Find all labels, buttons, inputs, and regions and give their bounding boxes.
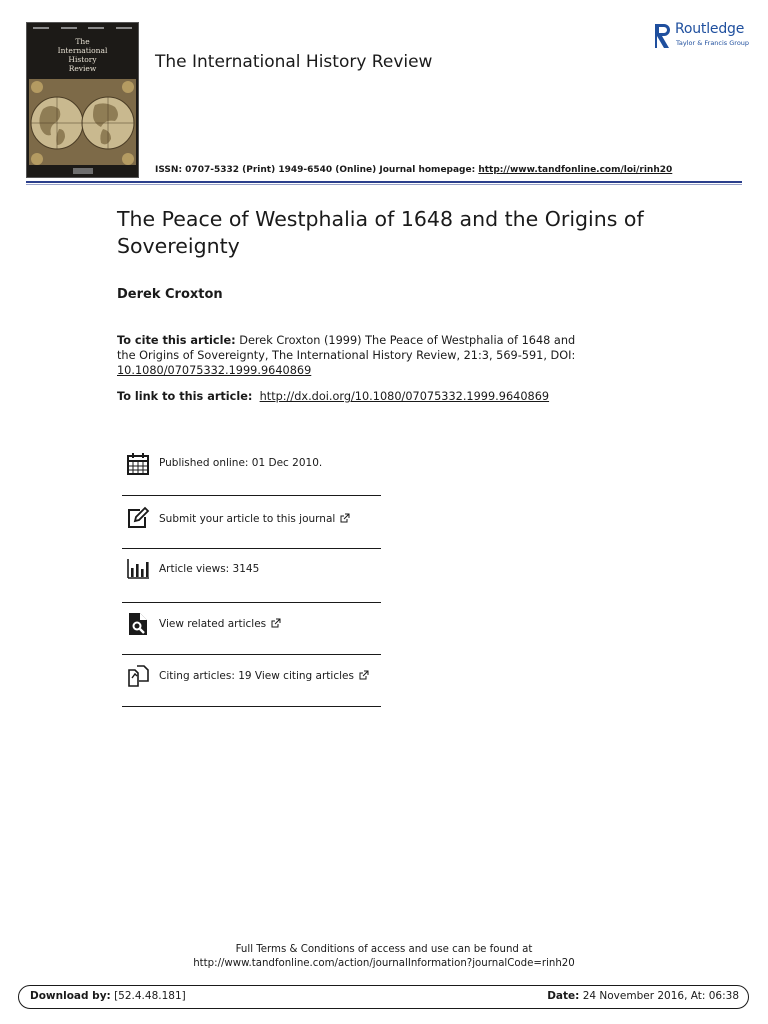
external-link-icon	[359, 670, 369, 680]
article-link-line	[117, 389, 549, 404]
citing-articles-text: Citing articles: 19 View citing articles	[159, 670, 354, 682]
header-divider-thin	[26, 184, 742, 185]
terms-notice	[0, 943, 768, 971]
related-articles-text: View related articles	[159, 618, 267, 630]
download-by	[30, 990, 186, 1002]
bar-chart-icon	[126, 557, 150, 581]
published-online-text: Published online: 01 Dec 2010.	[159, 457, 323, 469]
download-by-label: Download by:	[30, 990, 111, 1002]
terms-line: Full Terms & Conditions of access and use can be found at	[235, 944, 533, 955]
info-divider	[122, 602, 381, 603]
article-title: The Peace of Westphalia of 1648 and the Origins of Sovereignty	[117, 207, 644, 258]
info-divider	[122, 548, 381, 549]
info-divider	[122, 654, 381, 655]
publisher-name: Routledge	[675, 21, 745, 37]
cover-title-line: Review	[68, 64, 97, 73]
cover-top-bar	[33, 27, 132, 32]
link-label: To link to this article:	[117, 390, 253, 403]
journal-homepage-link[interactable]: http://www.tandfonline.com/loi/rinh20	[478, 165, 673, 175]
download-by-value: [52.4.48.181]	[114, 990, 186, 1002]
cover-title-line: The	[75, 37, 90, 46]
download-info-bar	[18, 985, 749, 1009]
download-date-value: 24 November 2016, At: 06:38	[582, 990, 739, 1002]
info-divider	[122, 706, 381, 707]
citing-documents-icon	[126, 664, 150, 688]
publisher-group: Taylor & Francis Group	[676, 39, 750, 47]
cover-title-line: International	[57, 46, 108, 55]
download-date-label: Date:	[547, 990, 580, 1002]
terms-url[interactable]: http://www.tandfonline.com/action/journalInformation?journalCode=rinh20	[193, 958, 575, 969]
cover-world-map-illustration	[29, 79, 136, 167]
article-doi-url-link[interactable]: http://dx.doi.org/10.1080/07075332.1999.9640869	[259, 390, 550, 403]
article-author: Derek Croxton	[117, 287, 223, 302]
routledge-logo-icon	[652, 22, 672, 50]
search-document-icon	[126, 612, 150, 636]
article-views-text: Article views: 3145	[159, 563, 260, 575]
edit-icon	[126, 506, 150, 530]
journal-cover-image	[26, 22, 139, 178]
doi-link[interactable]: 10.1080/07075332.1999.9640869	[117, 364, 312, 377]
cover-footer-logo	[27, 165, 138, 177]
external-link-icon	[340, 513, 350, 523]
external-link-icon	[271, 618, 281, 628]
submit-article-link[interactable]	[159, 513, 350, 525]
calendar-icon	[126, 452, 150, 476]
cite-label: To cite this article:	[117, 334, 236, 347]
download-date	[547, 990, 739, 1002]
citation-block	[117, 333, 577, 378]
citing-articles-link[interactable]	[159, 670, 369, 682]
info-divider	[122, 495, 381, 496]
cover-title-line: History	[68, 55, 97, 64]
related-articles-link[interactable]	[159, 618, 281, 630]
journal-name: The International History Review	[155, 52, 433, 72]
header-divider	[26, 181, 742, 183]
issn-text: ISSN: 0707-5332 (Print) 1949-6540 (Online) Journal homepage:	[155, 165, 476, 175]
publisher-logo[interactable]	[652, 20, 752, 50]
cite-text: Derek Croxton (1999) The Peace of Westphalia of 1648 and the Origins of Sovereignty, The International History Review, 21:3, 569-591, DOI:	[117, 334, 576, 362]
cover-title	[27, 37, 138, 73]
submit-article-text: Submit your article to this journal	[159, 513, 336, 525]
issn-line	[155, 165, 672, 175]
